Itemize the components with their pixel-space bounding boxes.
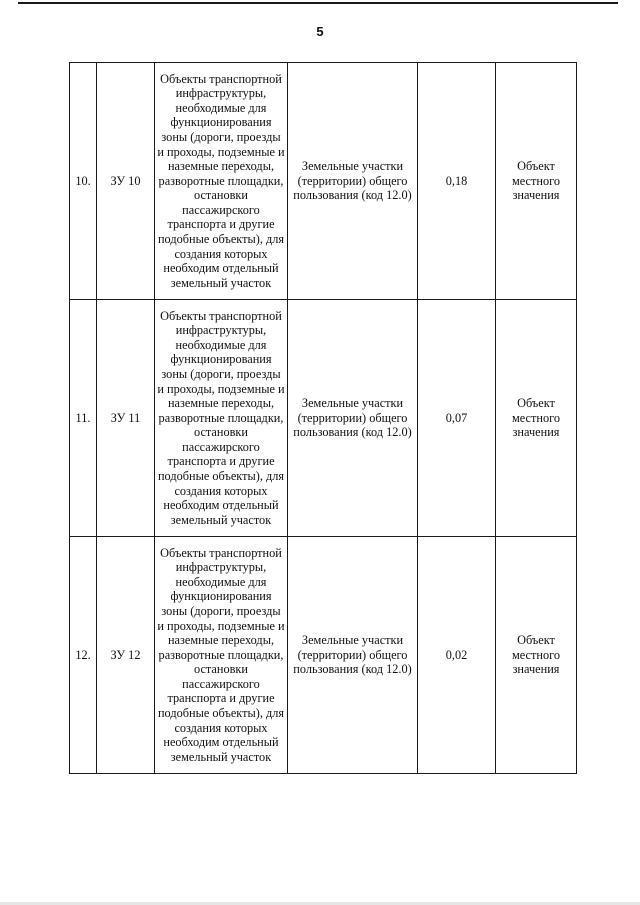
- plot-code: ЗУ 11: [97, 300, 155, 537]
- permitted-use-text: Земельные участки (территории) общего пользования (код 12.0): [293, 159, 412, 203]
- object-status: [496, 63, 577, 300]
- plot-purpose: [155, 63, 288, 300]
- table-row: [70, 300, 577, 537]
- row-number: 12.: [70, 537, 97, 774]
- land-plots-table: [69, 62, 577, 774]
- row-number: 11.: [70, 300, 97, 537]
- plot-purpose: [155, 537, 288, 774]
- plot-purpose-text: Объекты транспортной инфраструктуры, необходимые для функционирования зоны (дороги, проезды и проходы, подземные и наземные переходы, разворотные площадки, остановки пассажирского транспорта и другие подобные объекты), для создания которых необходим отдельный земельный участок: [157, 308, 285, 527]
- plot-purpose-text: Объекты транспортной инфраструктуры, необходимые для функционирования зоны (дороги, проезды и проходы, подземные и наземные переходы, разворотные площадки, остановки пассажирского транспорта и другие подобные объекты), для создания которых необходим отдельный земельный участок: [157, 545, 285, 764]
- plot-code: ЗУ 10: [97, 63, 155, 300]
- permitted-use: [288, 63, 418, 300]
- object-status-text: Объект местного значения: [512, 159, 560, 203]
- plot-area: 0,07: [418, 300, 496, 537]
- plot-purpose-text: Объекты транспортной инфраструктуры, необходимые для функционирования зоны (дороги, проезды и проходы, подземные и наземные переходы, разворотные площадки, остановки пассажирского транспорта и другие подобные объекты), для создания которых необходим отдельный земельный участок: [157, 71, 285, 290]
- permitted-use-text: Земельные участки (территории) общего пользования (код 12.0): [293, 396, 412, 440]
- plot-area: 0,02: [418, 537, 496, 774]
- scan-top-edge: [18, 2, 618, 4]
- object-status-text: Объект местного значения: [512, 633, 560, 677]
- permitted-use: [288, 537, 418, 774]
- row-number: 10.: [70, 63, 97, 300]
- page-number: 5: [316, 24, 324, 39]
- table-row: [70, 537, 577, 774]
- object-status: [496, 537, 577, 774]
- object-status-text: Объект местного значения: [512, 396, 560, 440]
- permitted-use: [288, 300, 418, 537]
- table-row: [70, 63, 577, 300]
- plot-purpose: [155, 300, 288, 537]
- plot-area: 0,18: [418, 63, 496, 300]
- plot-code: ЗУ 12: [97, 537, 155, 774]
- object-status: [496, 300, 577, 537]
- permitted-use-text: Земельные участки (территории) общего пользования (код 12.0): [293, 633, 412, 677]
